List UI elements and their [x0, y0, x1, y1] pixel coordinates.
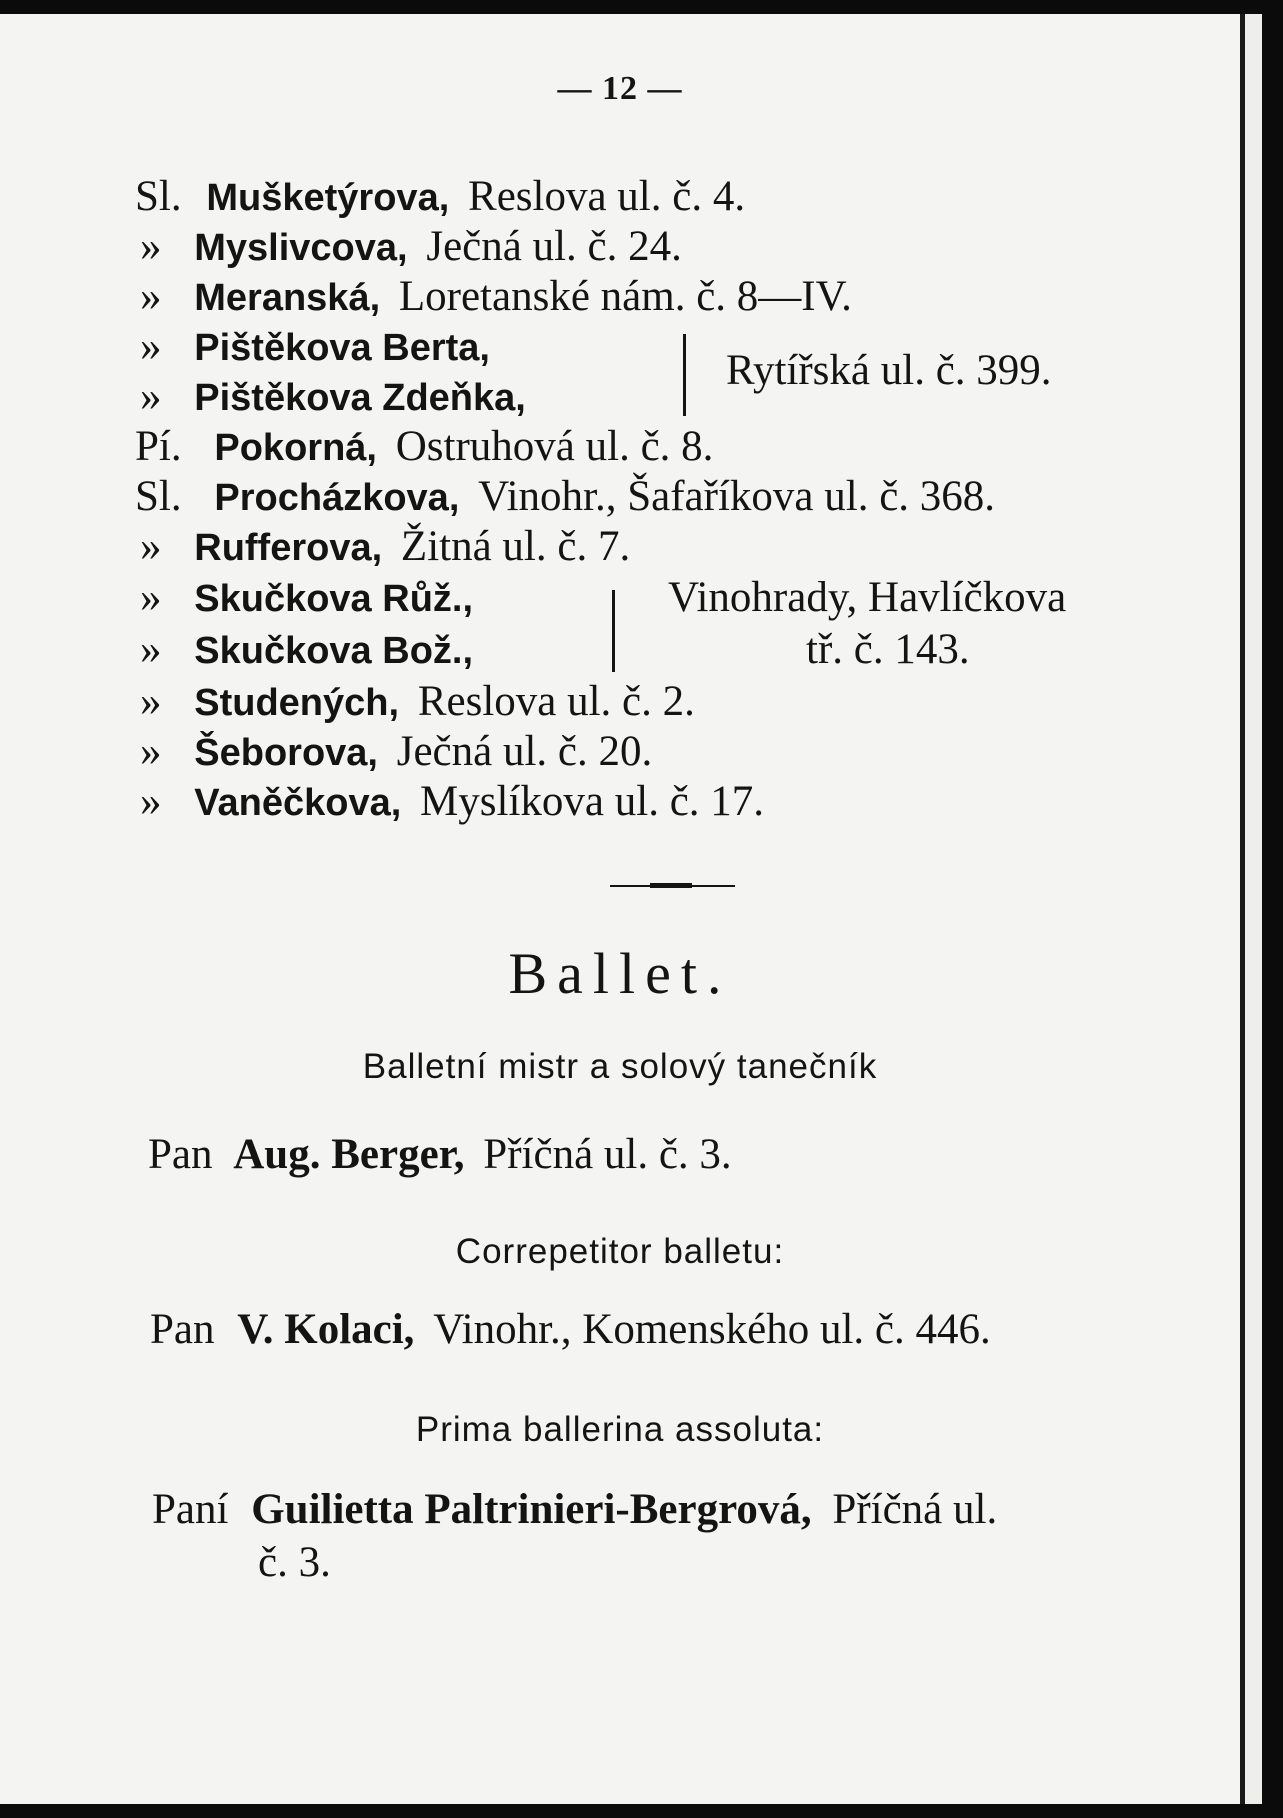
member-row: [140, 222, 682, 273]
member-row: [140, 272, 852, 323]
grouping-brace: [683, 334, 696, 416]
member-prefix: »: [140, 273, 162, 320]
entry-name: Aug. Berger,: [233, 1131, 465, 1178]
member-row: [135, 422, 713, 473]
member-prefix: »: [140, 678, 162, 725]
member-prefix: »: [140, 574, 162, 621]
member-name: Studených,: [194, 682, 400, 724]
entry-name: Guilietta Paltrinieri-Bergrová,: [251, 1486, 812, 1533]
entry-prefix: Pan: [148, 1131, 213, 1178]
member-name: Procházkova,: [214, 477, 460, 519]
entry-address: Příčná ul.: [832, 1486, 998, 1533]
ballet-master-entry: [148, 1130, 732, 1180]
member-address: Myslíkova ul. č. 17.: [420, 778, 765, 825]
entry-name: V. Kolaci,: [237, 1306, 415, 1353]
entry-prefix: Paní: [152, 1486, 229, 1533]
member-address: Reslova ul. č. 4.: [468, 173, 746, 220]
member-row: [140, 522, 630, 573]
member-name: Meranská,: [194, 277, 381, 319]
member-prefix: Sl.: [135, 173, 182, 220]
member-address: Reslova ul. č. 2.: [417, 678, 695, 725]
section-title: Ballet.: [508, 941, 732, 1006]
member-prefix: »: [140, 778, 162, 825]
member-name: Pištěkova Zdeňka,: [194, 377, 526, 419]
member-row: [135, 472, 995, 523]
member-address: Ječná ul. č. 20.: [396, 728, 653, 775]
member-prefix: Pí.: [135, 423, 182, 470]
member-address: Vinohr., Šafaříkova ul. č. 368.: [478, 473, 996, 520]
member-row: [140, 322, 490, 373]
grouping-brace: [612, 590, 625, 672]
group-address-line1: Vinohrady, Havlíčkova: [668, 574, 1067, 621]
prima-ballerina-heading: Prima ballerina assoluta:: [415, 1410, 825, 1449]
member-prefix: Sl.: [135, 473, 182, 520]
prima-ballerina-address-continued: č. 3.: [258, 1539, 331, 1586]
member-row: [140, 777, 764, 828]
member-name: Skučkova Bož.,: [194, 630, 474, 672]
member-address: Loretanské nám. č. 8—IV.: [398, 273, 852, 320]
member-address: Ostruhová ul. č. 8.: [395, 423, 714, 470]
member-address: Žitná ul. č. 7.: [400, 523, 631, 570]
group-address-line2: tř. č. 143.: [806, 626, 970, 673]
member-prefix: »: [140, 626, 162, 673]
member-name: Myslivcova,: [194, 227, 408, 269]
member-name: Pištěkova Berta,: [194, 327, 490, 369]
member-address: Ječná ul. č. 24.: [426, 223, 682, 270]
entry-address: Příčná ul. č. 3.: [483, 1131, 732, 1178]
member-prefix: »: [140, 728, 162, 775]
member-row: [140, 573, 473, 624]
member-row: [140, 727, 652, 778]
member-row: [140, 625, 473, 676]
member-name: Šeborova,: [194, 732, 378, 774]
member-name: Mušketýrova,: [206, 177, 450, 219]
member-row: [135, 172, 745, 223]
page-number: — 12 —: [557, 70, 683, 107]
member-row: [140, 677, 695, 728]
member-name: Pokorná,: [214, 427, 377, 469]
entry-address: Vinohr., Komenského ul. č. 446.: [433, 1306, 991, 1353]
member-name: Skučkova Růž.,: [194, 578, 474, 620]
entry-prefix: Pan: [150, 1306, 215, 1353]
page-edge: [1240, 14, 1262, 1804]
ballet-master-heading: Balletní mistr a solový tanečník: [362, 1047, 878, 1086]
member-prefix: »: [140, 373, 162, 420]
member-prefix: »: [140, 323, 162, 370]
member-name: Vaněčkova,: [194, 782, 402, 824]
member-row: [140, 372, 526, 423]
correpetitor-entry: [150, 1305, 991, 1355]
member-name: Rufferova,: [194, 527, 383, 569]
group-address: Rytířská ul. č. 399.: [726, 347, 1052, 394]
section-divider: [610, 885, 735, 887]
correpetitor-heading: Correpetitor balletu:: [455, 1232, 785, 1271]
member-prefix: »: [140, 523, 162, 570]
member-prefix: »: [140, 223, 162, 270]
prima-ballerina-entry: [152, 1485, 997, 1535]
